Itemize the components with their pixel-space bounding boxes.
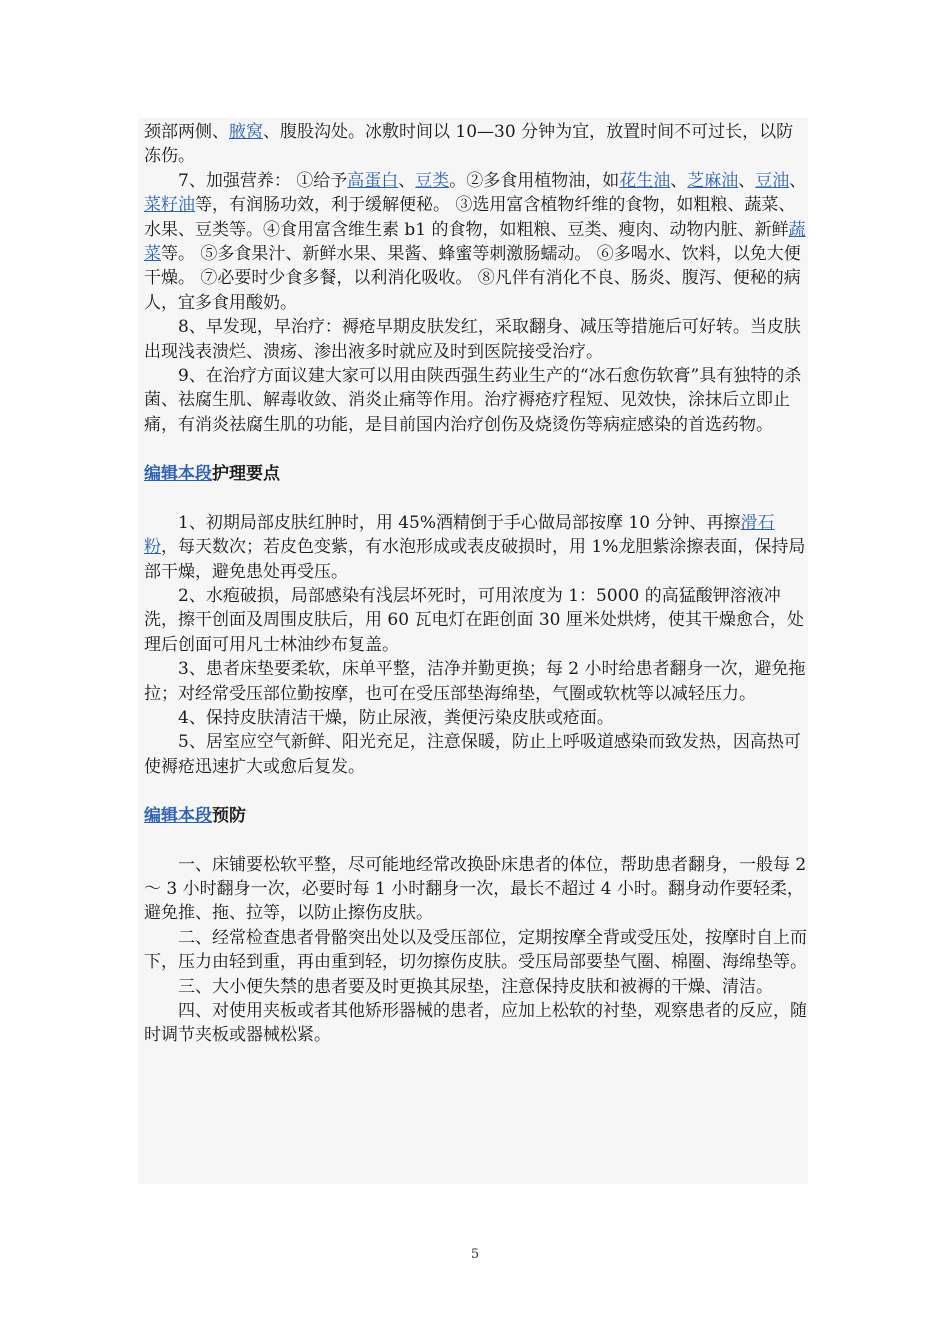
paragraph bbox=[144, 975, 808, 999]
term-link[interactable]: 豆类 bbox=[415, 170, 450, 191]
paragraph-text: 二、经常检查患者骨骼突出处以及受压部位，定期按摩全背或受压处，按摩时自上而下，压力由轻到重，再由重到轻，切勿擦伤皮肤。受压局部要垫气圈、棉圈、海绵垫等。 bbox=[144, 927, 807, 973]
edit-section-link[interactable]: 编辑本段 bbox=[144, 806, 212, 827]
term-link[interactable]: 豆油 bbox=[755, 170, 790, 191]
section-heading-prevent bbox=[144, 804, 808, 828]
term-link[interactable]: 滑石粉 bbox=[144, 512, 775, 558]
paragraph bbox=[144, 511, 808, 584]
paragraph-text: 2、水疱破损，局部感染有浅层坏死时，可用浓度为 1：5000 的高猛酸钾溶液冲洗，擦干创面及周围皮肤后，用 60 瓦电灯在距创面 30 厘米处烘烤，使其干燥愈合，处理后创面可用凡士林油纱布复盖。 bbox=[144, 585, 804, 655]
term-link[interactable]: 芝麻油 bbox=[687, 170, 739, 191]
prevent-paragraphs bbox=[144, 853, 808, 1048]
paragraph-text: 等。 ⑤多食果汁、新鲜水果、果酱、蜂蜜等刺激肠蠕动。 ⑥多喝水、饮料，以免大便干燥。 ⑦必要时少食多餐，以利消化吸收。 ⑧凡伴有消化不良、肠炎、腹泻、便秘的病人，宜多食用酸奶。 bbox=[144, 244, 801, 313]
paragraph-text: 、 bbox=[738, 170, 756, 191]
section-heading-care bbox=[144, 462, 808, 486]
paragraph-text: 。②多食用植物油，如 bbox=[449, 170, 620, 191]
term-link[interactable]: 高蛋白 bbox=[347, 170, 399, 191]
section-title: 预防 bbox=[212, 806, 246, 827]
paragraph-text: 四、对使用夹板或者其他矫形器械的患者，应加上松软的衬垫，观察患者的反应，随时调节夹板或器械松紧。 bbox=[144, 1001, 807, 1046]
paragraph bbox=[144, 120, 808, 169]
paragraph-text: 9、在治疗方面议建大家可以用由陕西强生药业生产的“冰石愈伤软膏”具有独特的杀菌、祛腐生肌、解毒收敛、消炎止痛等作用。治疗褥疮疗程短、见效快，涂抹后立即止痛，有消炎祛腐生肌的功能，是目前国内治疗创伤及烧烫伤等病症感染的首选药物。 bbox=[144, 366, 802, 435]
paragraph bbox=[144, 584, 808, 657]
section-title: 护理要点 bbox=[212, 464, 280, 485]
paragraph-text: 5、居室应空气新鲜、阳光充足，注意保暖，防止上呼吸道感染而致发热，因高热可使褥疮迅速扩大或愈后复发。 bbox=[144, 732, 801, 777]
paragraph-text: 3、患者床垫要柔软，床单平整，洁净并勤更换；每 2 小时给患者翻身一次，避免拖拉；对经常受压部位勤按摩，也可在受压部垫海绵垫，气圈或软枕等以减轻压力。 bbox=[144, 659, 806, 704]
care-paragraphs bbox=[144, 511, 808, 779]
paragraph-text: 7、加强营养： ①给予 bbox=[178, 170, 348, 191]
paragraph-text: 、腹股沟处。冰敷时间以 10—30 分钟为宜，放置时间不可过长，以防冻伤。 bbox=[144, 122, 794, 167]
term-link[interactable]: 腋窝 bbox=[229, 122, 263, 142]
paragraph-text: 等，有润肠功效，利于缓解便秘。 ③选用富含植物纤维的食物，如粗粮、蔬菜、水果、豆类等。④食用富含维生素 b1 的食物，如粗粮、豆类、瘦肉、动物内脏、新鲜 bbox=[144, 195, 796, 240]
page-number: 5 bbox=[470, 1247, 480, 1262]
intro-paragraphs bbox=[144, 120, 808, 437]
term-link[interactable]: 菜籽油 bbox=[144, 195, 195, 216]
paragraph-text: ，每天数次；若皮色变紫，有水泡形成或表皮破损时，用 1%龙胆紫涂擦表面，保持局部干燥，避免患处再受压。 bbox=[144, 537, 806, 582]
paragraph bbox=[144, 730, 808, 779]
paragraph bbox=[144, 315, 808, 364]
paragraph-text: 三、大小便失禁的患者要及时更换其尿垫，注意保持皮肤和被褥的干燥、清洁。 bbox=[178, 976, 773, 997]
edit-section-link[interactable]: 编辑本段 bbox=[144, 464, 212, 485]
paragraph bbox=[144, 999, 808, 1048]
paragraph-text: 一、床铺要松软平整，尽可能地经常改换卧床患者的体位，帮助患者翻身，一般每 2 ～ 3 小时翻身一次，必要时每 1 小时翻身一次，最长不超过 4 小时。翻身动作要轻柔，避免推、拖、拉等，以防止擦伤皮肤。 bbox=[144, 854, 807, 924]
paragraph-text: 8、早发现，早治疗：褥疮早期皮肤发红，采取翻身、减压等措施后可好转。当皮肤出现浅表溃烂、溃疡、渗出液多时就应及时到医院接受治疗。 bbox=[144, 317, 801, 362]
paragraph bbox=[144, 364, 808, 437]
paragraph bbox=[144, 657, 808, 706]
paragraph-text: 、 bbox=[398, 170, 416, 191]
paragraph-text: 1、初期局部皮肤红肿时，用 45%酒精倒于手心做局部按摩 10 分钟、再擦 bbox=[178, 512, 741, 533]
paragraph-text: 、 bbox=[789, 170, 807, 191]
term-link[interactable]: 花生油 bbox=[619, 170, 671, 191]
paragraph-text: 、 bbox=[670, 170, 688, 191]
paragraph bbox=[144, 169, 808, 315]
paragraph bbox=[144, 706, 808, 730]
paragraph bbox=[144, 926, 808, 975]
term-link[interactable]: 蔬菜 bbox=[144, 219, 806, 265]
paragraph bbox=[144, 853, 808, 926]
paragraph-text: 颈部两侧、 bbox=[144, 122, 229, 142]
document-body bbox=[144, 120, 808, 1048]
paragraph-text: 4、保持皮肤清洁干燥，防止尿液，粪便污染皮肤或疮面。 bbox=[178, 707, 614, 728]
